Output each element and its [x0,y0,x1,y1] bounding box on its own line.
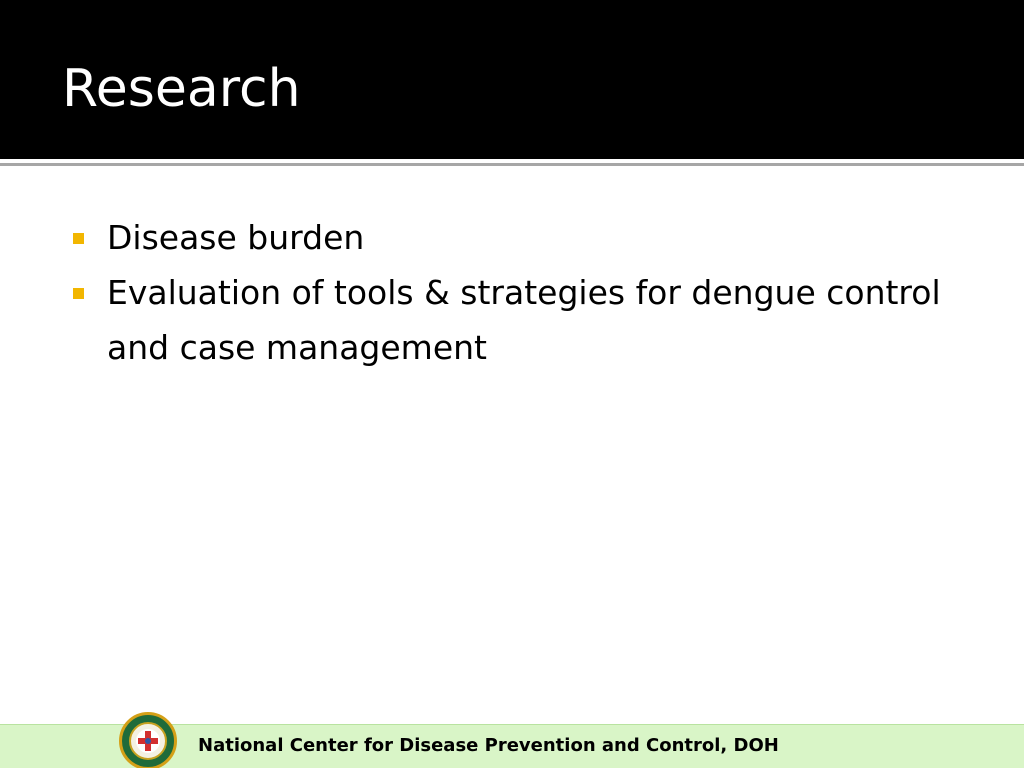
bullet-text: Evaluation of tools & strategies for dengue control and case management [107,273,941,367]
bullet-marker-icon [73,288,84,299]
slide-title: Research [62,59,301,119]
footer-text: National Center for Disease Prevention and Control, DOH [198,735,779,756]
title-divider [0,163,1024,166]
bullet-marker-icon [73,233,84,244]
bullet-item [0,210,1024,265]
bullet-list [0,210,1024,375]
title-bar [0,0,1024,159]
bullet-item [0,265,1024,375]
bullet-text: Disease burden [107,218,365,257]
doh-seal-icon [119,712,177,768]
